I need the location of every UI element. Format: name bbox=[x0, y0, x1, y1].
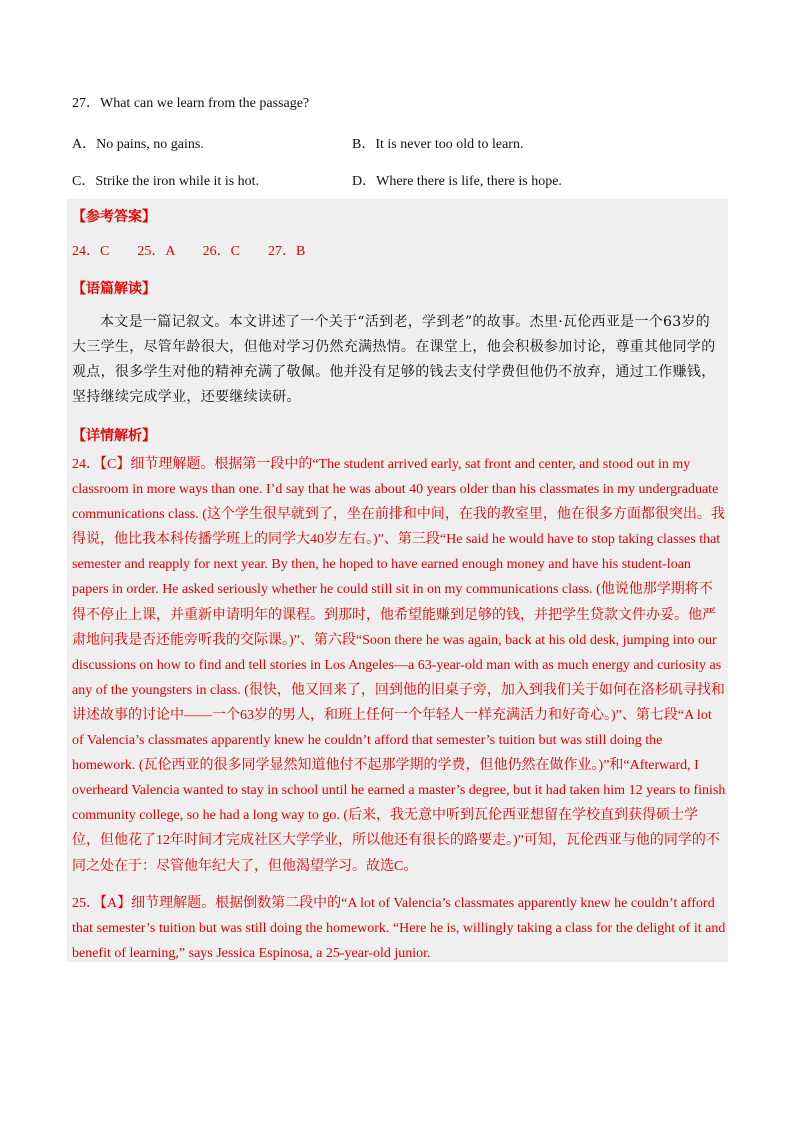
analysis-q24: 24．【C】细节理解题。根据第一段中的“The student arrived early, sat front and center, and stood out in my classroom in more ways than one. I’d say that he was about 40 years older than his classmates in my undergraduate communications class. (这个学生很早就到了，坐在前排和中间，在我的教室里，他在很多方面都很突出。我得说，他比我本科传播学班上的同学大40岁左右。)”、第三段“He said he would have to stop taking classes that semester and reapply for next year. By then, he hoped to have earned enough money and have his student-loan papers in order. He asked seriously whether he could still sit in on my communications class. (他说他那学期将不得不停止上课，并重新申请明年的课程。到那时，他希望能赚到足够的钱，并把学生贷款文件办妥。他严肃地问我是否还能旁听我的交际课。)”、第六段“Soon there he was again, back at his old desk, jumping into our discussions on how to find and tell stories in Los Angeles—a 63-year-old man with as much energy and curiosity as any of the youngsters in class. (很快，他又回来了，回到他的旧桌子旁，加入到我们关于如何在洛杉矶寻找和讲述故事的讨论中——一个63岁的男人，和班上任何一个年轻人一样充满活力和好奇心。)”、第七段“A lot of Valencia’s classmates apparently knew he couldn’t afford that semester’s tuition but was still doing the homework. (瓦伦西亚的很多同学显然知道他付不起那学期的学费，但他仍然在做作业。)”和“Afterward, I overheard Valencia wanted to stay in school until he earned a master’s degree, but it had taken him 12 years to finish community college, so he had a long way to go. (后来，我无意中听到瓦伦西亚想留在学校直到获得硕士学位，但他花了12年时间才完成社区大学学业，所以他还有很长的路要走。)”可知，瓦伦西亚与他的同学的不同之处在于：尽管他年纪大了，但他渴望学习。故选C。 bbox=[72, 457, 726, 874]
option-d: D．Where there is life, there is hope. bbox=[352, 174, 562, 189]
detailed-analysis-heading: 【详情解析】 bbox=[72, 428, 156, 444]
passage-summary: 本文是一篇记叙文。本文讲述了一个关于“活到老，学到老”的故事。杰里·瓦伦西亚是一个63岁的大三学生，尽管年龄很大，但他对学习仍然充满热情。在课堂上，他会积极参加讨论，尊重其他同学的观点，很多学生对他的精神充满了敬佩。他并没有足够的钱去支付学费但他仍不放弃，通过工作赚钱，坚持继续完成学业，还要继续读研。 bbox=[72, 314, 716, 405]
option-c: C．Strike the iron while it is hot. bbox=[72, 174, 260, 189]
option-a: A．No pains, no gains. bbox=[72, 137, 204, 152]
analysis-q25: 25．【A】细节理解题。根据倒数第二段中的“A lot of Valencia’s classmates apparently knew he couldn’t afford that semester’s tuition but was still doing the homework. “Here he is, willingly taking a class for the delight of it and benefit of learning,” says Jessica Espinosa, a 25-year-old junior. bbox=[72, 896, 726, 962]
passage-interpretation-heading: 【语篇解读】 bbox=[72, 281, 156, 297]
reference-answer-heading: 【参考答案】 bbox=[72, 209, 156, 225]
option-b: B．It is never too old to learn. bbox=[352, 137, 524, 152]
question-title: 27．What can we learn from the passage? bbox=[72, 96, 310, 111]
answer-key-line: 24．C 25．A 26．C 27．B bbox=[72, 244, 306, 259]
